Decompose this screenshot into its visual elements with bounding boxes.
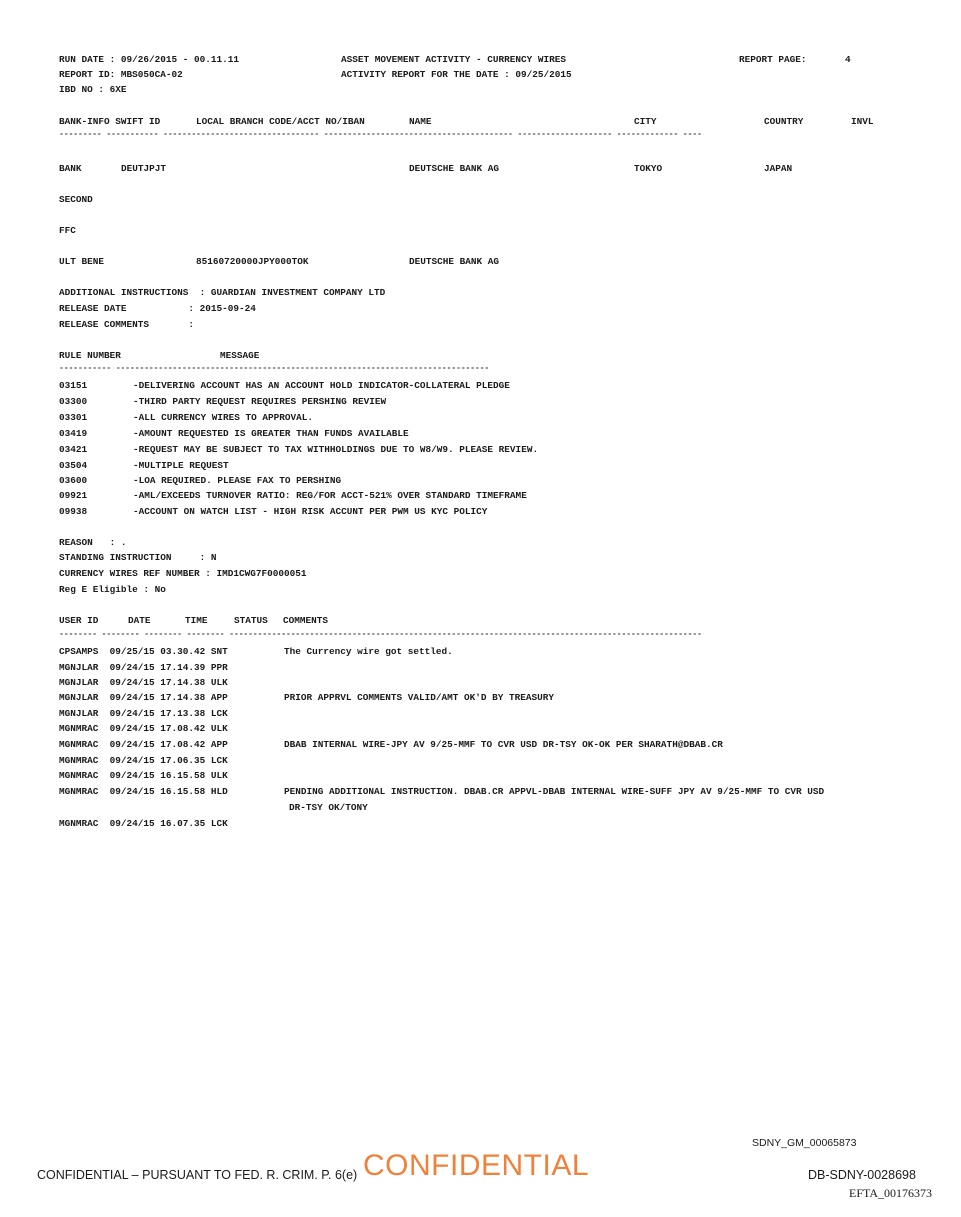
activity-entry: CPSAMPS 09/25/15 03.30.42 SNT: [59, 646, 228, 657]
rules-separator: ----------- -------------------------------------------------------------------------------: [59, 363, 490, 373]
confidential-stamp: CONFIDENTIAL: [363, 1149, 590, 1182]
ibd-number: IBD NO : 6XE: [59, 84, 127, 95]
col-user-id: USER ID: [59, 615, 99, 626]
activity-comment: The Currency wire got settled.: [284, 646, 453, 657]
rule-message: -ALL CURRENCY WIRES TO APPROVAL.: [133, 412, 314, 423]
activity-comment-continued: DR-TSY OK/TONY: [289, 802, 368, 813]
sdny-gm-stamp: SDNY_GM_00065873: [752, 1137, 857, 1149]
bank-swift: DEUTJPJT: [121, 163, 167, 174]
col-invl: INVL: [851, 116, 874, 127]
activity-separator: -------- -------- -------- -------- ----------------------------------------------------------------------------------------------------: [59, 629, 702, 639]
col-time: TIME: [185, 615, 208, 626]
activity-entry: MGNMRAC 09/24/15 17.06.35 LCK: [59, 755, 228, 766]
ref-number: CURRENCY WIRES REF NUMBER : IMD1CWG7F0000051: [59, 568, 307, 579]
activity-entry: MGNMRAC 09/24/15 17.08.42 ULK: [59, 723, 228, 734]
activity-entry: MGNJLAR 09/24/15 17.14.38 APP: [59, 692, 228, 703]
activity-date: ACTIVITY REPORT FOR THE DATE : 09/25/2015: [341, 69, 572, 80]
report-page-label: REPORT PAGE:: [739, 54, 807, 65]
db-sdny-stamp: DB-SDNY-0028698: [808, 1168, 916, 1182]
bank-name: DEUTSCHE BANK AG: [409, 163, 500, 174]
col-country: COUNTRY: [764, 116, 804, 127]
release-comments: RELEASE COMMENTS :: [59, 319, 195, 330]
rule-message: -MULTIPLE REQUEST: [133, 460, 229, 471]
run-date: RUN DATE : 09/26/2015 - 00.11.11: [59, 54, 240, 65]
rule-message: -AMOUNT REQUESTED IS GREATER THAN FUNDS AVAILABLE: [133, 428, 409, 439]
reg-e-eligible: Reg E Eligible : No: [59, 584, 166, 595]
rule-message: -ACCOUNT ON WATCH LIST - HIGH RISK ACCUNT PER PWM US KYC POLICY: [133, 506, 488, 517]
rule-number: 03504: [59, 460, 88, 471]
col-name: NAME: [409, 116, 432, 127]
rule-number-header: RULE NUMBER: [59, 350, 121, 361]
rule-message: -DELIVERING ACCOUNT HAS AN ACCOUNT HOLD INDICATOR-COLLATERAL PLEDGE: [133, 380, 510, 391]
rule-message: -THIRD PARTY REQUEST REQUIRES PERSHING REVIEW: [133, 396, 387, 407]
rule-number: 09938: [59, 506, 88, 517]
rule-number: 03301: [59, 412, 88, 423]
rule-number: 03300: [59, 396, 88, 407]
efta-stamp: EFTA_00176373: [849, 1186, 933, 1200]
col-local-branch: LOCAL BRANCH CODE/ACCT NO/IBAN: [196, 116, 365, 127]
rule-number: 03419: [59, 428, 88, 439]
activity-comment: DBAB INTERNAL WIRE-JPY AV 9/25-MMF TO CVR USD DR-TSY OK-OK PER SHARATH@DBAB.CR: [284, 739, 723, 750]
col-date: DATE: [128, 615, 151, 626]
activity-entry: MGNJLAR 09/24/15 17.14.38 ULK: [59, 677, 228, 688]
release-date: RELEASE DATE : 2015-09-24: [59, 303, 256, 314]
activity-entry: MGNMRAC 09/24/15 16.07.35 LCK: [59, 818, 228, 829]
second-label: SECOND: [59, 194, 93, 205]
rule-number: 03600: [59, 475, 88, 486]
activity-entry: MGNMRAC 09/24/15 16.15.58 ULK: [59, 770, 228, 781]
ffc-label: FFC: [59, 225, 76, 236]
report-page-number: 4: [845, 54, 851, 65]
activity-entry: MGNMRAC 09/24/15 17.08.42 APP: [59, 739, 228, 750]
standing-instruction: STANDING INSTRUCTION : N: [59, 552, 217, 563]
rule-number: 03151: [59, 380, 88, 391]
rule-message: -AML/EXCEEDS TURNOVER RATIO: REG/FOR ACCT-521% OVER STANDARD TIMEFRAME: [133, 490, 527, 501]
col-comments: COMMENTS: [283, 615, 329, 626]
ult-bene-name: DEUTSCHE BANK AG: [409, 256, 500, 267]
activity-comment: PENDING ADDITIONAL INSTRUCTION. DBAB.CR APPVL-DBAB INTERNAL WIRE-SUFF JPY AV 9/25-MMF TO CVR USD: [284, 786, 825, 797]
report-title: ASSET MOVEMENT ACTIVITY - CURRENCY WIRES: [341, 54, 567, 65]
report-id: REPORT ID: MBS050CA-02: [59, 69, 183, 80]
bank-type: BANK: [59, 163, 82, 174]
bank-city: TOKYO: [634, 163, 663, 174]
bank-country: JAPAN: [764, 163, 793, 174]
rule-number: 09921: [59, 490, 88, 501]
rule-message-header: MESSAGE: [220, 350, 260, 361]
bank-table-separator: --------- ----------- --------------------------------- ---------------------------------------- -------------------- ------------- ----: [59, 129, 702, 139]
rule-message: -REQUEST MAY BE SUBJECT TO TAX WITHHOLDINGS DUE TO W8/W9. PLEASE REVIEW.: [133, 444, 539, 455]
activity-entry: MGNJLAR 09/24/15 17.14.39 PPR: [59, 662, 228, 673]
rule-number: 03421: [59, 444, 88, 455]
additional-instructions: ADDITIONAL INSTRUCTIONS : GUARDIAN INVESTMENT COMPANY LTD: [59, 287, 386, 298]
col-status: STATUS: [234, 615, 268, 626]
confidential-notice: CONFIDENTIAL – PURSUANT TO FED. R. CRIM. P. 6(e): [37, 1168, 358, 1182]
rule-message: -LOA REQUIRED. PLEASE FAX TO PERSHING: [133, 475, 342, 486]
col-bank-info-swift: BANK-INFO SWIFT ID: [59, 116, 161, 127]
ult-bene-type: ULT BENE: [59, 256, 105, 267]
activity-comment: PRIOR APPRVL COMMENTS VALID/AMT OK'D BY TREASURY: [284, 692, 555, 703]
activity-entry: MGNMRAC 09/24/15 16.15.58 HLD: [59, 786, 228, 797]
activity-entry: MGNJLAR 09/24/15 17.13.38 LCK: [59, 708, 228, 719]
ult-bene-account: 85160720000JPY000TOK: [196, 256, 309, 267]
col-city: CITY: [634, 116, 657, 127]
reason: REASON : .: [59, 537, 127, 548]
